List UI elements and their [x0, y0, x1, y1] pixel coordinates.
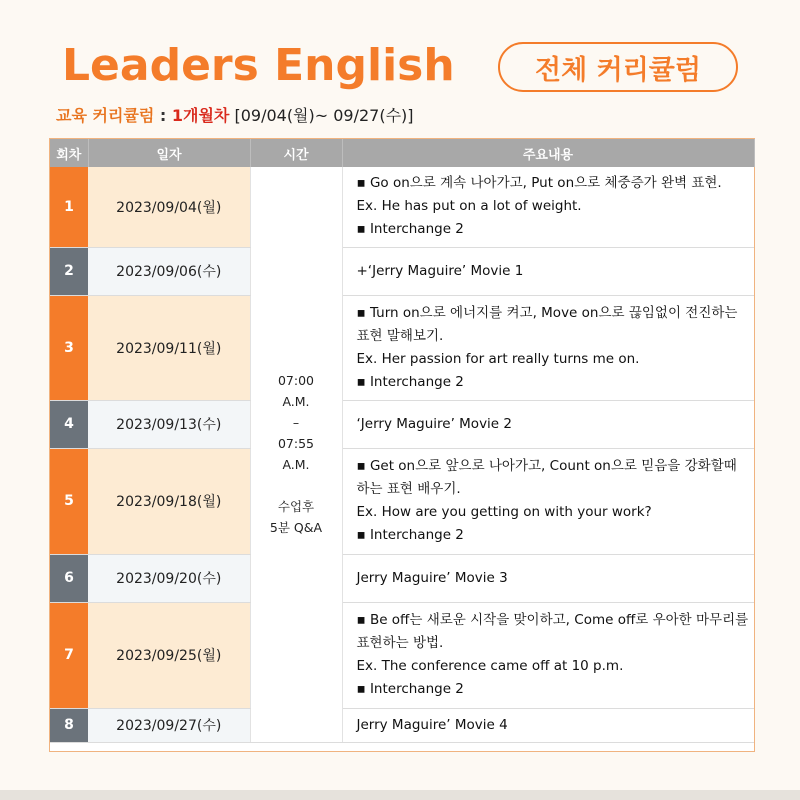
content-line: ▪ Go on으로 계속 나아가고, Put on으로 체중증가 완벽 표현. [356, 175, 722, 192]
table-row [50, 247, 754, 295]
session-content [342, 247, 754, 295]
table-row [50, 448, 754, 554]
session-date: 2023/09/27(수) [88, 708, 250, 742]
content-line: ▪ Interchange 2 [356, 221, 464, 238]
session-number: 7 [50, 602, 88, 708]
content-line: Jerry Maguire’ Movie 3 [356, 569, 508, 586]
table-row [50, 167, 754, 247]
header-time: 시간 [250, 139, 342, 167]
bottom-strip [0, 790, 800, 800]
session-content [342, 167, 754, 247]
session-content [342, 554, 754, 602]
header-content: 주요내용 [342, 139, 754, 167]
session-date: 2023/09/25(월) [88, 602, 250, 708]
content-line: Ex. He has put on a lot of weight. [356, 198, 582, 215]
session-date: 2023/09/20(수) [88, 554, 250, 602]
content-line: ▪ Interchange 2 [356, 527, 464, 543]
subtitle [56, 105, 414, 127]
subtitle-label: 교육 커리큘럼 [56, 106, 155, 125]
time-start-ampm: A.M. [282, 394, 310, 410]
time-end-ampm: A.M. [282, 457, 310, 473]
session-date: 2023/09/18(월) [88, 448, 250, 554]
session-number: 6 [50, 554, 88, 602]
session-content [342, 295, 754, 400]
content-line: Ex. How are you getting on with your work? [356, 504, 652, 520]
class-time [250, 167, 342, 742]
table-header-row [50, 139, 754, 167]
table-row [50, 602, 754, 708]
time-start: 07:00 [277, 373, 315, 389]
content-line: 하는 표현 배우기. [356, 481, 461, 497]
page-title: Leaders English [62, 40, 455, 91]
content-line: ▪ Get on으로 앞으로 나아가고, Count on으로 믿음을 강화할때 [356, 458, 737, 474]
session-date: 2023/09/04(월) [88, 167, 250, 247]
session-number: 8 [50, 708, 88, 742]
header-date: 일자 [88, 139, 250, 167]
curriculum-table [49, 138, 755, 752]
table-row [50, 554, 754, 602]
table-row [50, 708, 754, 742]
time-note-qa: 5분 Q&A [269, 520, 323, 536]
curriculum-badge: 전체 커리큘럼 [498, 42, 738, 92]
session-content [342, 708, 754, 742]
content-line: ▪ Be off는 새로운 시작을 맞이하고, Come off로 우아한 마무리를 [356, 612, 749, 628]
content-line: Ex. The conference came off at 10 p.m. [356, 658, 624, 674]
content-line: Jerry Maguire’ Movie 4 [356, 716, 508, 733]
session-date: 2023/09/11(월) [88, 295, 250, 400]
session-number: 1 [50, 167, 88, 247]
table-row [50, 295, 754, 400]
time-dash: – [292, 415, 300, 431]
content-line: +‘Jerry Maguire’ Movie 1 [356, 262, 524, 279]
content-line: ‘Jerry Maguire’ Movie 2 [356, 415, 512, 432]
session-number: 4 [50, 400, 88, 448]
content-line: ▪ Turn on으로 에너지를 켜고, Move on으로 끊임없이 전진하는 [356, 304, 738, 321]
content-line: 표현 말해보기. [356, 327, 444, 344]
header-session: 회차 [50, 139, 88, 167]
session-date: 2023/09/13(수) [88, 400, 250, 448]
session-number: 2 [50, 247, 88, 295]
time-note-after-class: 수업후 [277, 499, 315, 515]
content-line: 표현하는 방법. [356, 635, 444, 651]
subtitle-range: [09/04(월)~ 09/27(수)] [229, 106, 414, 125]
session-content [342, 400, 754, 448]
table-row [50, 400, 754, 448]
subtitle-colon: : [154, 106, 172, 125]
session-number: 3 [50, 295, 88, 400]
subtitle-month: 1개월차 [171, 106, 230, 125]
content-line: ▪ Interchange 2 [356, 373, 464, 390]
session-content [342, 602, 754, 708]
header [0, 0, 800, 100]
content-line: ▪ Interchange 2 [356, 681, 464, 697]
time-end: 07:55 [277, 436, 315, 452]
content-line: Ex. Her passion for art really turns me on. [356, 350, 640, 367]
schedule-table [50, 139, 755, 743]
session-number: 5 [50, 448, 88, 554]
session-content [342, 448, 754, 554]
session-date: 2023/09/06(수) [88, 247, 250, 295]
